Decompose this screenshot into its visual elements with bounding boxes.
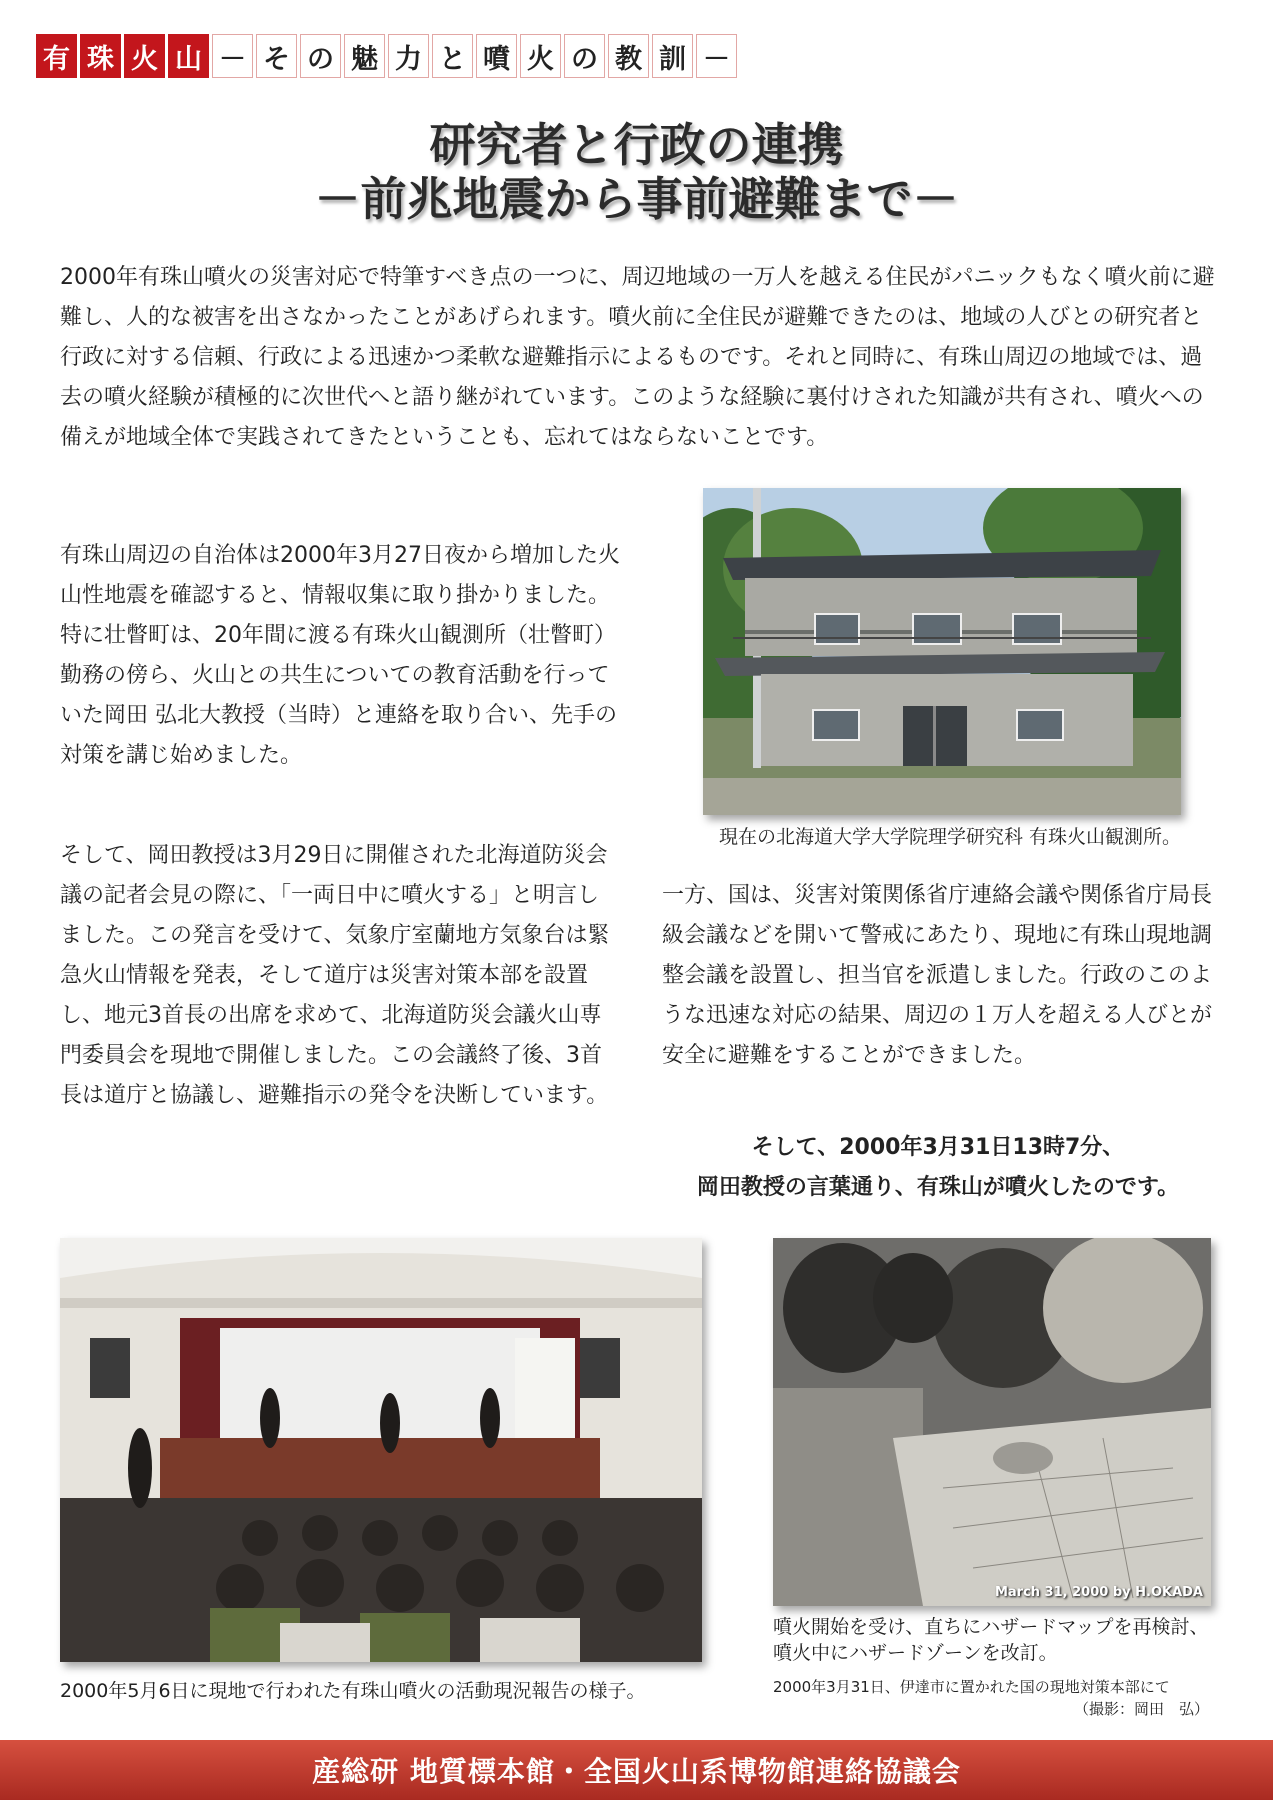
right-paragraph-1: 一方、国は、災害対策関係省庁連絡会議や関係省庁局長級会議などを開いて警戒にあたり、現地に有珠山現地調整会議を設置し、担当官を派遣しました。行政のこのような迅速な対応の結果、周辺の１万人を超える人びとが安全に避難をすることができました。 xyxy=(662,883,1213,1068)
banner-char: と xyxy=(432,34,473,78)
banner-char: － xyxy=(212,34,253,78)
meeting-photo-caption: 2000年5月6日に現地で行われた有珠山噴火の活動現況報告の様子。 xyxy=(60,1680,646,1702)
banner-char: 火 xyxy=(124,34,165,78)
banner-char: 力 xyxy=(388,34,429,78)
eruption-emphasis-line-2: 岡田教授の言葉通り、有珠山が噴火したのです。 xyxy=(696,1175,1180,1200)
banner-char: そ xyxy=(256,34,297,78)
banner-char: の xyxy=(564,34,605,78)
banner-char: 有 xyxy=(36,34,77,78)
observatory-building-illustration xyxy=(703,488,1181,815)
series-banner xyxy=(36,34,737,78)
hazard-map-meeting-illustration xyxy=(773,1238,1211,1606)
banner-char: 珠 xyxy=(80,34,121,78)
banner-char: － xyxy=(696,34,737,78)
banner-char: 訓 xyxy=(652,34,693,78)
meeting-photo xyxy=(60,1238,702,1662)
footer-bar xyxy=(0,1740,1273,1800)
banner-char: 山 xyxy=(168,34,209,78)
hazard-map-location-caption: 2000年3月31日、伊達市に置かれた国の現地対策本部にて xyxy=(773,1678,1170,1696)
photo-credit: March 31, 2000 by H.OKADA xyxy=(994,1585,1203,1600)
left-paragraph-2: そして、岡田教授は3月29日に開催された北海道防災会議の記者会見の際に、「一両日中に噴火する」と明言しました。この発言を受けて、気象庁室蘭地方気象台は緊急火山情報を発表，そして道庁は災害対策本部を設置し、地元3首長の出席を求めて、北海道防災会議火山専門委員会を現地で開催しました。この会議終了後、3首長は道庁と協議し、避難指示の発令を決断しています。 xyxy=(60,843,610,1108)
banner-char: の xyxy=(300,34,341,78)
banner-char: 魅 xyxy=(344,34,385,78)
intro-paragraph: 2000年有珠山噴火の災害対応で特筆すべき点の一つに、周辺地域の一万人を越える住民がパニックもなく噴火前に避難し、人的な被害を出さなかったことがあげられます。噴火前に全住民が避難できたのは、地域の人びとの研究者と行政に対する信頼、行政による迅速かつ柔軟な避難指示によるものです。それと同時に、有珠山周辺の地域では、過去の噴火経験が積極的に次世代へと語り継がれています。このような経験に裏付けされた知識が共有され、噴火への備えが地域全体で実践されてきたということも、忘れてはならないことです。 xyxy=(60,265,1215,450)
left-paragraph-1: 有珠山周辺の自治体は2000年3月27日夜から増加した火山性地震を確認すると、情報収集に取り掛かりました。特に壮瞥町は、20年間に渡る有珠火山観測所（壮瞥町）勤務の傍ら、火山との共生についての教育活動を行っていた岡田 弘北大教授（当時）と連絡を取り合い、先手の対策を講じ始めました。 xyxy=(60,543,620,768)
page-title: 研究者と行政の連携 xyxy=(429,118,844,172)
hazard-map-photo xyxy=(773,1238,1211,1606)
hazard-map-caption: 噴火開始を受け、直ちにハザードマップを再検討、噴火中にハザードゾーンを改訂。 xyxy=(773,1616,1209,1664)
observatory-photo-caption: 現在の北海道大学大学院理学研究科 有珠火山観測所。 xyxy=(718,826,1182,848)
eruption-emphasis-line-1: そして、2000年3月31日13時7分、 xyxy=(751,1135,1125,1160)
footer-organization: 産総研 地質標本館・全国火山系博物館連絡協議会 xyxy=(312,1755,961,1788)
page-subtitle: －前兆地震から事前避難まで－ xyxy=(314,172,959,226)
meeting-hall-illustration xyxy=(60,1238,702,1662)
observatory-photo xyxy=(703,488,1181,815)
banner-char: 噴 xyxy=(476,34,517,78)
hazard-map-photo-credit-caption: （撮影：岡田 弘） xyxy=(1073,1700,1209,1718)
banner-char: 教 xyxy=(608,34,649,78)
banner-char: 火 xyxy=(520,34,561,78)
